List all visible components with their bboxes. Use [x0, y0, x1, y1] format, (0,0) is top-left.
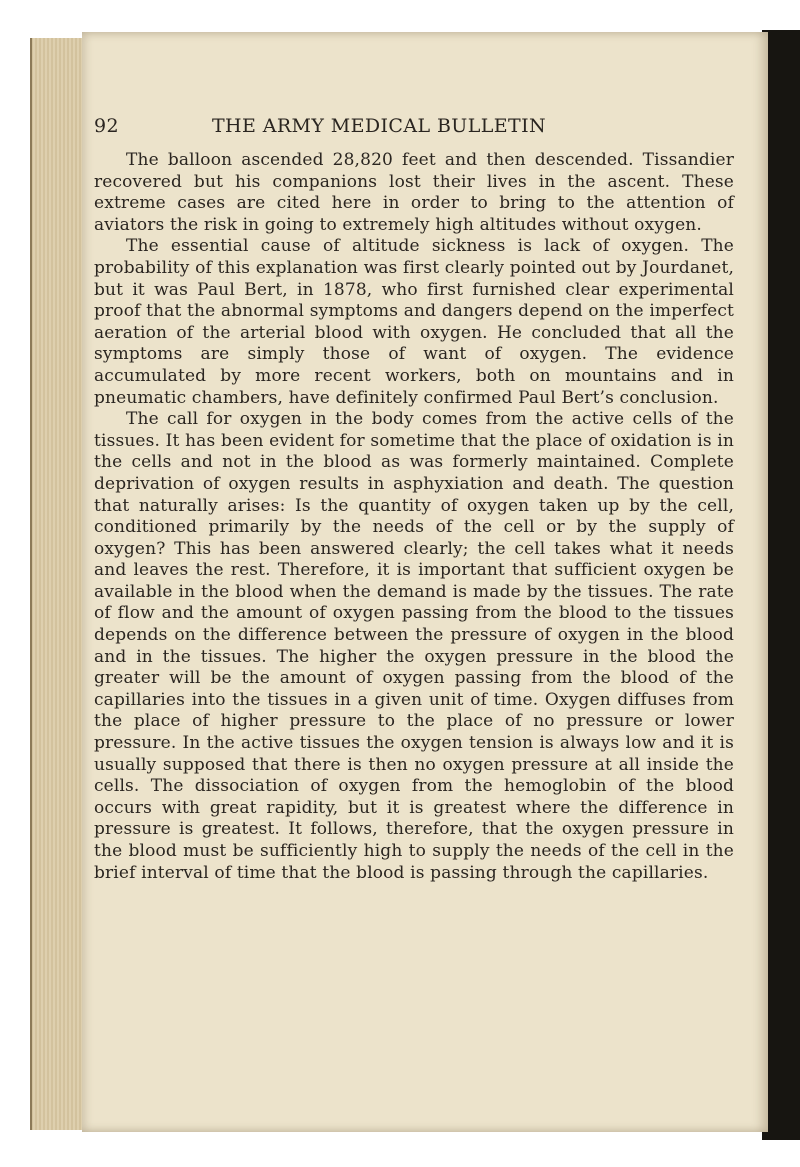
page-number: 92 [94, 115, 119, 137]
book-page-edges [30, 38, 84, 1130]
paragraph-1: The balloon ascended 28,820 feet and then descended. Tissandier recovered but his companions lost their lives in the ascent. These extreme cases are cited here in order to bring to the attention of aviators the risk in going to extremely high altitudes without oxygen. [94, 150, 734, 235]
paragraph-3: The call for oxygen in the body comes from the active cells of the tissues. It has been evident for sometime that the place of oxidation is in the cells and not in the blood as was formerly maintained. Complete deprivation of oxygen results in asphyxiation and death. The question that naturally arises: Is the quantity of oxygen taken up by the cell, conditioned primarily by the needs of the cell or by the supply of oxygen? This has been answered clearly; the cell takes what it needs and leaves the rest. Therefore, it is important that sufficient oxygen be available in the blood when the demand is made by the tissues. The rate of flow and the amount of oxygen passing from the blood to the tissues depends on the difference between the pressure of oxygen in the blood and in the tissues. The higher the oxygen pressure in the blood the greater will be the amount of oxygen passing from the blood of the capillaries into the tissues in a given unit of time. Oxygen diffuses from the place of higher pressure to the place of no pressure or lower pressure. In the active tissues the oxygen tension is always low and it is usually supposed that there is then no oxygen pressure at all inside the cells. The dissociation of oxygen from the hemoglobin of the blood occurs with great rapidity, but it is greatest where the difference in pressure is greatest. It follows, therefore, that the oxygen pressure in the blood must be sufficiently high to supply the needs of the cell in the brief interval of time that the blood is passing through the capillaries. [94, 409, 734, 883]
body-text [94, 150, 734, 884]
running-header [94, 108, 624, 144]
paragraph-2: The essential cause of altitude sickness is lack of oxygen. The probability of this explanation was first clearly pointed out by Jourdanet, but it was Paul Bert, in 1878, who first furnished clear experimental proof that the abnormal symptoms and dangers depend on the imperfect aeration of the arterial blood with oxygen. He concluded that all the symptoms are simply those of want of oxygen. The evidence accumulated by more recent workers, both on mountains and in pneumatic chambers, have definitely confirmed Paul Bert’s conclusion. [94, 236, 734, 408]
running-title: THE ARMY MEDICAL BULLETIN [211, 115, 547, 137]
